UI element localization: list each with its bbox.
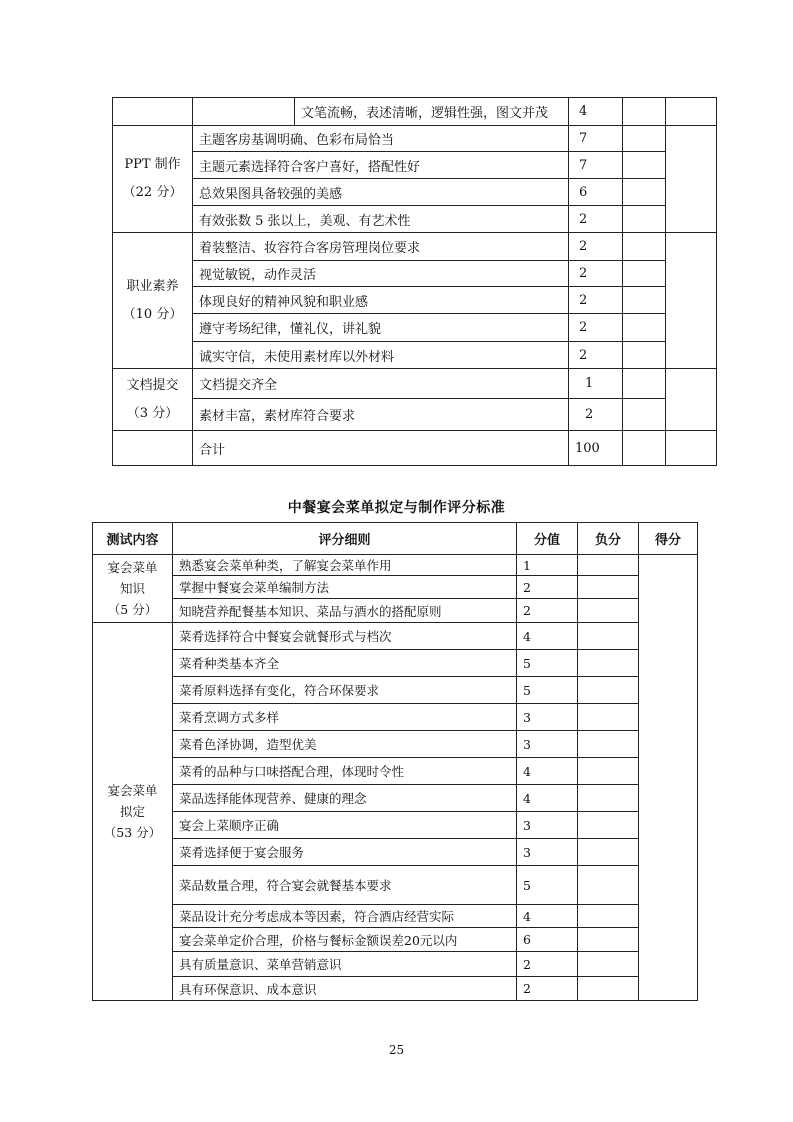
- criterion-cell: 菜肴选择符合中餐宴会就餐形式与档次: [173, 623, 517, 650]
- table-row: [113, 261, 717, 287]
- criterion-cell: 具有质量意识、菜单营销意识: [173, 952, 517, 977]
- criterion-cell: 宴会菜单定价合理，价格与餐标金额误差20元以内: [173, 928, 517, 952]
- table-row: [93, 905, 698, 928]
- criterion-cell: 文档提交齐全: [193, 369, 569, 399]
- score-cell: 2: [569, 233, 623, 261]
- criterion-cell: 诚实守信，未使用素材库以外材料: [193, 342, 569, 369]
- category-points: （10 分）: [122, 306, 183, 322]
- scoring-table-continued: [112, 97, 717, 466]
- total-score: 100: [569, 431, 623, 466]
- table-row: [93, 866, 698, 905]
- criterion-cell: 熟悉宴会菜单种类，了解宴会菜单作用: [173, 555, 517, 576]
- table-row: [93, 952, 698, 977]
- criterion-cell: 主题客房基调明确、色彩布局恰当: [193, 126, 569, 152]
- table-row: [113, 98, 717, 126]
- criterion-cell: 总效果图具备较强的美感: [193, 179, 569, 206]
- score-cell: 6: [517, 928, 578, 952]
- table-row: [93, 928, 698, 952]
- score-cell: 3: [517, 839, 578, 866]
- score-cell: 2: [517, 599, 578, 623]
- criterion-cell: 菜肴的品种与口味搭配合理，体现时令性: [173, 758, 517, 785]
- category-label: 文档提交: [126, 377, 179, 393]
- category-label: 宴会菜单: [107, 560, 158, 575]
- category-label-2: 知识: [119, 581, 145, 596]
- category-points: （22 分）: [122, 185, 183, 200]
- category-cell: [93, 623, 173, 1001]
- score-cell: 1: [517, 555, 578, 576]
- table-row: [93, 839, 698, 866]
- criterion-cell: 菜肴选择便于宴会服务: [173, 839, 517, 866]
- score-cell: 4: [569, 98, 623, 126]
- table-row: [113, 314, 717, 342]
- score-cell: 2: [517, 952, 578, 977]
- score-cell: 2: [517, 576, 578, 599]
- table-row: [113, 206, 717, 233]
- table-row: [93, 731, 698, 758]
- header-deduct: 负分: [578, 523, 639, 555]
- criterion-cell: 菜肴原料选择有变化，符合环保要求: [173, 677, 517, 704]
- table-row: [113, 179, 717, 206]
- total-label: 合计: [193, 431, 569, 466]
- criterion-cell: 掌握中餐宴会菜单编制方法: [173, 576, 517, 599]
- category-label: 宴会菜单: [107, 783, 158, 798]
- score-cell: 2: [569, 342, 623, 369]
- criterion-cell: 菜品设计充分考虑成本等因素，符合酒店经营实际: [173, 905, 517, 928]
- score-cell: 5: [517, 650, 578, 677]
- score-cell: 2: [569, 206, 623, 233]
- score-cell: 2: [569, 399, 623, 431]
- header-row: [93, 523, 698, 555]
- category-points: （53 分）: [103, 825, 162, 840]
- score-cell: 3: [517, 812, 578, 839]
- score-cell: 2: [569, 287, 623, 314]
- table-row: [113, 287, 717, 314]
- criterion-cell: 宴会上菜顺序正确: [173, 812, 517, 839]
- criterion-cell: 知晓营养配餐基本知识、菜品与酒水的搭配原则: [173, 599, 517, 623]
- category-label: 职业素养: [126, 278, 179, 294]
- table-row: [93, 650, 698, 677]
- table-row: [113, 233, 717, 261]
- table-row: [93, 677, 698, 704]
- table-row: [93, 576, 698, 599]
- score-cell: 6: [569, 179, 623, 206]
- score-cell: 3: [517, 731, 578, 758]
- category-label-2: 拟定: [119, 804, 145, 819]
- table-row: [113, 152, 717, 179]
- criterion-cell: 菜肴种类基本齐全: [173, 650, 517, 677]
- criterion-cell: 菜肴烹调方式多样: [173, 704, 517, 731]
- criterion-cell: 素材丰富，素材库符合要求: [193, 399, 569, 431]
- table-row: [113, 399, 717, 431]
- criterion-cell: 有效张数 5 张以上，美观、有艺术性: [193, 206, 569, 233]
- criterion-cell: 遵守考场纪律，懂礼仪，讲礼貌: [193, 314, 569, 342]
- score-cell: 3: [517, 704, 578, 731]
- header-score: 分值: [517, 523, 578, 555]
- criterion-cell: 文笔流畅，表述清晰，逻辑性强，图文并茂: [295, 98, 569, 126]
- banquet-menu-scoring-table: [92, 522, 698, 1001]
- score-cell: 4: [517, 758, 578, 785]
- table-row: [113, 126, 717, 152]
- criterion-cell: 菜品数量合理，符合宴会就餐基本要求: [173, 866, 517, 905]
- score-cell: 4: [517, 785, 578, 812]
- table-title: 中餐宴会菜单拟定与制作评分标准: [287, 500, 506, 516]
- category-points: （3 分）: [126, 405, 179, 421]
- score-cell: 4: [517, 905, 578, 928]
- table-row: [93, 977, 698, 1001]
- table-row: [93, 758, 698, 785]
- table-row: [93, 555, 698, 576]
- score-cell: 2: [517, 977, 578, 1001]
- header-content: 测试内容: [93, 523, 173, 555]
- category-points: （5 分）: [107, 602, 158, 617]
- score-cell: 1: [569, 369, 623, 399]
- score-cell: 2: [569, 314, 623, 342]
- score-cell: 7: [569, 126, 623, 152]
- header-earned: 得分: [639, 523, 698, 555]
- score-cell: 5: [517, 866, 578, 905]
- category-cell: [93, 555, 173, 623]
- category-cell: [113, 233, 193, 369]
- table-row: [93, 704, 698, 731]
- score-cell: 4: [517, 623, 578, 650]
- criterion-cell: 视觉敏锐，动作灵活: [193, 261, 569, 287]
- table-row: [93, 599, 698, 623]
- score-cell: 5: [517, 677, 578, 704]
- criterion-cell: 菜肴色泽协调，造型优美: [173, 731, 517, 758]
- table-row: [93, 785, 698, 812]
- criterion-cell: 主题元素选择符合客户喜好，搭配性好: [193, 152, 569, 179]
- category-cell: [113, 369, 193, 431]
- criterion-cell: 菜品选择能体现营养、健康的理念: [173, 785, 517, 812]
- page-number: 25: [388, 1043, 405, 1057]
- criterion-cell: 具有环保意识、成本意识: [173, 977, 517, 1001]
- header-detail: 评分细则: [173, 523, 517, 555]
- category-label: PPT 制作: [124, 157, 181, 172]
- score-cell: 2: [569, 261, 623, 287]
- category-cell: [113, 126, 193, 233]
- criterion-cell: 着装整洁、妆容符合客房管理岗位要求: [193, 233, 569, 261]
- score-cell: 7: [569, 152, 623, 179]
- table-row: [113, 369, 717, 399]
- table-row: [113, 342, 717, 369]
- table-row: [93, 812, 698, 839]
- total-row: [113, 431, 717, 466]
- table-row: [93, 623, 698, 650]
- criterion-cell: 体现良好的精神风貌和职业感: [193, 287, 569, 314]
